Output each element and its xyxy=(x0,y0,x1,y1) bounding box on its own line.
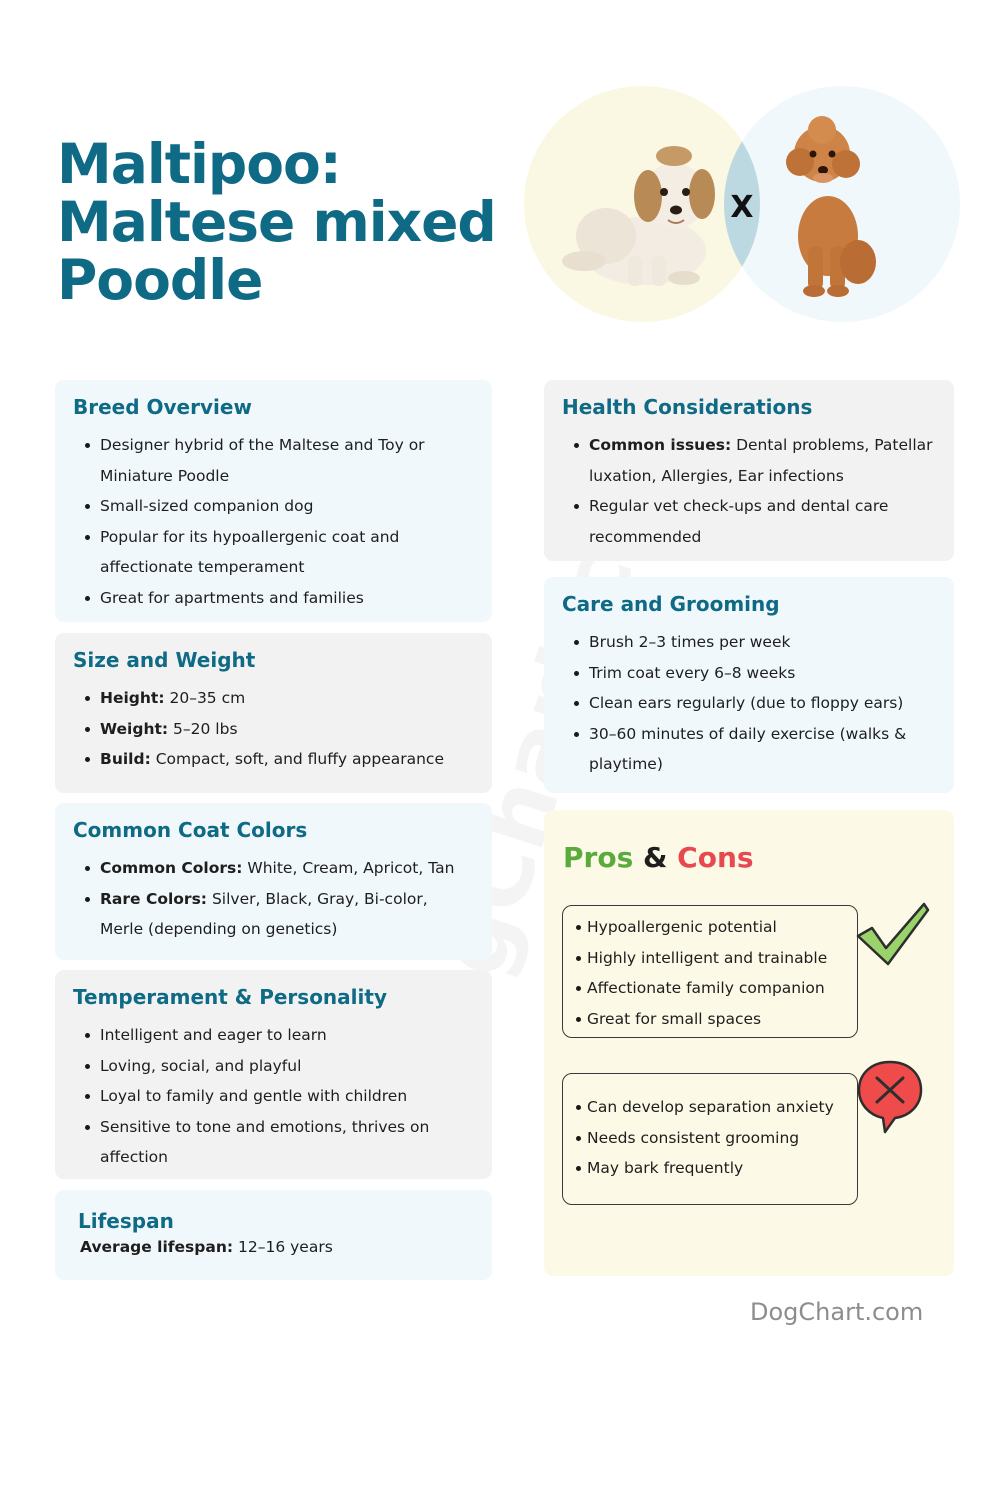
close-icon xyxy=(855,1058,925,1136)
coat-colors-list xyxy=(73,853,474,945)
list-item: Intelligent and eager to learn xyxy=(73,1020,474,1051)
list-item: Trim coat every 6–8 weeks xyxy=(562,658,936,689)
title-line-3: Poodle xyxy=(57,248,263,312)
page-title xyxy=(57,132,527,312)
item-value: Dental problems, Patellar luxation, Allergies, Ear infections xyxy=(589,436,933,485)
temperament-list xyxy=(73,1020,474,1173)
size-weight-list xyxy=(73,683,474,775)
breed-overview-card xyxy=(55,380,492,622)
lifespan-text xyxy=(73,1236,474,1258)
con-item: Can develop separation anxiety xyxy=(571,1092,849,1123)
pros-cons-title xyxy=(563,840,754,876)
list-item: Clean ears regularly (due to floppy ears) xyxy=(562,688,936,719)
list-item: Loyal to family and gentle with children xyxy=(73,1081,474,1112)
health-list xyxy=(562,430,936,552)
list-item xyxy=(73,714,474,745)
pro-item: Highly intelligent and trainable xyxy=(571,943,849,974)
item-value: White, Cream, Apricot, Tan xyxy=(242,859,455,877)
lifespan-heading: Lifespan xyxy=(78,1209,174,1233)
breed-overview-heading: Breed Overview xyxy=(73,395,252,419)
con-item: May bark frequently xyxy=(571,1153,849,1184)
footer-brand: DogChart.com xyxy=(750,1298,924,1326)
list-item xyxy=(73,853,474,884)
size-weight-heading: Size and Weight xyxy=(73,648,256,672)
health-card xyxy=(544,380,954,561)
temperament-heading: Temperament & Personality xyxy=(73,985,387,1009)
list-item: Brush 2–3 times per week xyxy=(562,627,936,658)
title-line-2: Maltese mixed xyxy=(57,190,496,254)
pro-item: Great for small spaces xyxy=(571,1004,849,1035)
pro-item: Hypoallergenic potential xyxy=(571,912,849,943)
list-item: 30–60 minutes of daily exercise (walks & playtime) xyxy=(562,719,936,780)
item-value: Silver, Black, Gray, Bi-color, Merle (depending on genetics) xyxy=(100,889,428,938)
list-item: Popular for its hypoallergenic coat and affectionate temperament xyxy=(73,522,474,583)
item-label: Rare Colors: xyxy=(100,889,208,908)
item-label: Build: xyxy=(100,750,151,768)
breed-overview-list xyxy=(73,430,474,613)
lifespan-card xyxy=(55,1190,492,1280)
list-item: Small-sized companion dog xyxy=(73,491,474,522)
list-item: Great for apartments and families xyxy=(73,583,474,614)
temperament-card xyxy=(55,970,492,1179)
list-item xyxy=(73,884,474,945)
item-label: Common issues: xyxy=(589,436,732,454)
care-list xyxy=(562,627,936,780)
list-item: Regular vet check-ups and dental care recommended xyxy=(562,491,936,552)
item-value: 20–35 cm xyxy=(164,689,246,707)
item-label: Weight: xyxy=(100,719,169,738)
coat-colors-card xyxy=(55,803,492,960)
cons-box xyxy=(562,1073,858,1205)
hero-illustration xyxy=(524,86,960,324)
item-label: Common Colors: xyxy=(100,859,243,877)
pros-list xyxy=(571,912,849,1034)
list-item: Sensitive to tone and emotions, thrives on affection xyxy=(73,1112,474,1173)
cross-symbol: X xyxy=(730,190,754,225)
list-item xyxy=(73,683,474,714)
health-heading: Health Considerations xyxy=(562,395,813,419)
size-weight-card xyxy=(55,633,492,793)
coat-colors-heading: Common Coat Colors xyxy=(73,818,308,842)
title-line-1: Maltipoo: xyxy=(57,132,341,196)
cons-list xyxy=(571,1092,849,1184)
care-card xyxy=(544,577,954,793)
item-value: 5–20 lbs xyxy=(168,719,238,738)
cons-word: Cons xyxy=(677,841,754,874)
check-icon xyxy=(852,898,932,970)
list-item xyxy=(562,430,936,491)
pros-box xyxy=(562,905,858,1038)
list-item xyxy=(73,744,474,775)
list-item: Loving, social, and playful xyxy=(73,1051,474,1082)
item-label: Height: xyxy=(100,689,165,707)
ampersand: & xyxy=(642,841,668,874)
pros-word: Pros xyxy=(563,841,634,874)
item-value: Compact, soft, and fluffy appearance xyxy=(150,750,444,768)
pro-item: Affectionate family companion xyxy=(571,973,849,1004)
list-item: Designer hybrid of the Maltese and Toy or Miniature Poodle xyxy=(73,430,474,491)
lifespan-label: Average lifespan: xyxy=(80,1238,234,1256)
care-heading: Care and Grooming xyxy=(562,592,780,616)
pros-cons-card xyxy=(544,810,954,1276)
lifespan-value: 12–16 years xyxy=(233,1238,333,1256)
con-item: Needs consistent grooming xyxy=(571,1123,849,1154)
